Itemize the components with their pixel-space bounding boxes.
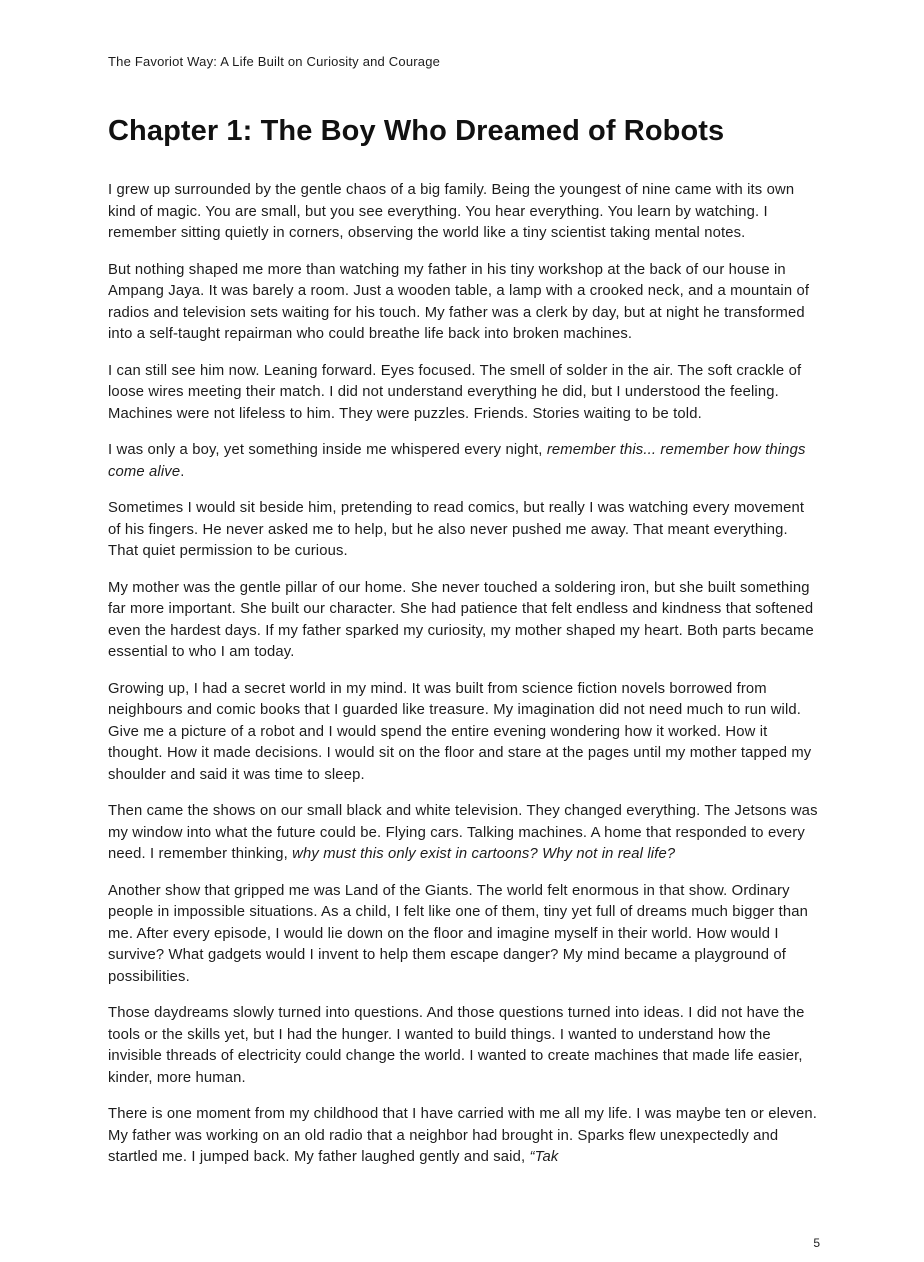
paragraph bbox=[108, 1003, 820, 1089]
paragraph bbox=[108, 578, 820, 664]
text-segment: My mother was the gentle pillar of our home. She never touched a soldering iron, but she built something far more important. She built our character. She had patience that felt endless and kindness that softened even the hardest days. If my father sparked my curiosity, my mother shaped my heart. Both parts became essential to who I am today. bbox=[108, 579, 814, 660]
text-segment: Sometimes I would sit beside him, pretending to read comics, but really I was watching every movement of his fingers. He never asked me to help, but he also never pushed me away. That meant everything. That quiet permission to be curious. bbox=[108, 500, 805, 559]
running-header: The Favoriot Way: A Life Built on Curiosity and Courage bbox=[108, 54, 441, 69]
text-segment: . bbox=[180, 463, 185, 480]
paragraph bbox=[108, 260, 820, 346]
text-segment: But nothing shaped me more than watching my father in his tiny workshop at the back of our house in Ampang Jaya. It was barely a room. Just a wooden table, a lamp with a crooked neck, and a mountain of radios and television sets waiting for his touch. My father was a clerk by day, but at night he transformed into a self-taught repairman who could breathe life back into broken machines. bbox=[108, 261, 810, 342]
paragraph bbox=[108, 1104, 820, 1169]
paragraph bbox=[108, 679, 820, 787]
text-segment: Another show that gripped me was Land of the Giants. The world felt enormous in that show. Ordinary people in impossible situations. As a child, I felt like one of them, tiny yet full of dreams much bigger than me. After every episode, I would lie down on the floor and imagine myself in their world. How would I survive? What gadgets would I invent to help them escape danger? My mind became a playground of possibilities. bbox=[108, 882, 808, 985]
paragraph bbox=[108, 801, 820, 866]
text-segment: I was only a boy, yet something inside me whispered every night, bbox=[108, 442, 547, 458]
text-segment: Those daydreams slowly turned into questions. And those questions turned into ideas. I did not have the tools or the skills yet, but I had the hunger. I wanted to build things. I wanted to understand how the invisible threads of electricity could change the world. I wanted to create machines that made life easier, kinder, more human. bbox=[108, 1005, 805, 1086]
paragraph bbox=[108, 440, 820, 483]
text-segment: I grew up surrounded by the gentle chaos of a big family. Being the youngest of nine came with its own kind of magic. You are small, but you see everything. You hear everything. You learn by watching. I remember sitting quietly in corners, observing the world like a tiny scientist taking mental notes. bbox=[108, 182, 795, 241]
chapter-title: Chapter 1: The Boy Who Dreamed of Robots bbox=[108, 115, 725, 147]
italic-text-segment: remember this... remember how things come alive bbox=[108, 442, 806, 480]
page-number: 5 bbox=[813, 1236, 820, 1250]
italic-text-segment: “Tak bbox=[529, 1149, 559, 1165]
italic-text-segment: why must this only exist in cartoons? Why not in real life? bbox=[292, 846, 676, 862]
body-text bbox=[108, 180, 820, 1169]
text-segment: Growing up, I had a secret world in my mind. It was built from science fiction novels borrowed from neighbours and comic books that I guarded like treasure. My imagination did not need much to run wild. Give me a picture of a robot and I would spend the entire evening wondering how it worked. How it thought. How it made decisions. I would sit on the floor and stare at the pages until my mother tapped my shoulder and said it was time to sleep. bbox=[108, 680, 812, 783]
paragraph bbox=[108, 881, 820, 989]
paragraph bbox=[108, 361, 820, 426]
text-segment: Then came the shows on our small black and white television. They changed everything. The Jetsons was my window into what the future could be. Flying cars. Talking machines. A home that responded to every need. I remember thinking, bbox=[108, 803, 818, 862]
text-segment: I can still see him now. Leaning forward. Eyes focused. The smell of solder in the air. The soft crackle of loose wires meeting their match. I did not understand everything he did, but I understood the feeling. Machines were not lifeless to him. They were puzzles. Friends. Stories waiting to be told. bbox=[108, 362, 802, 422]
text-segment: There is one moment from my childhood that I have carried with me all my life. I was maybe ten or eleven. My father was working on an old radio that a neighbor had brought in. Sparks flew unexpectedly and startled me. I jumped back. My father laughed gently and said, bbox=[108, 1106, 818, 1165]
paragraph bbox=[108, 498, 820, 563]
paragraph bbox=[108, 180, 820, 245]
